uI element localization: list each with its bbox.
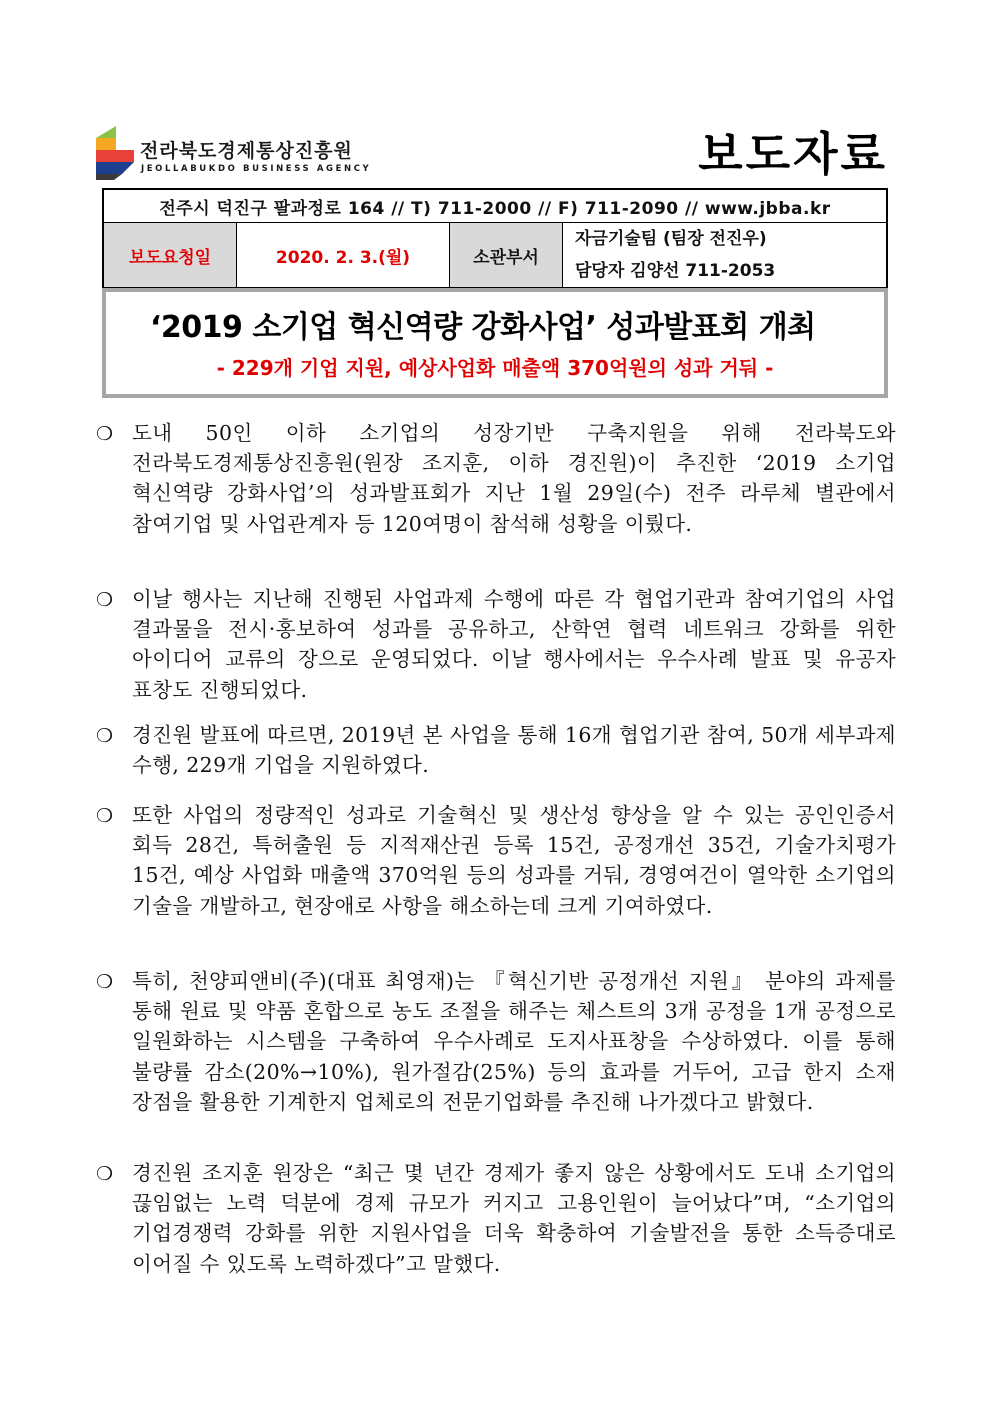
headline-box (102, 288, 888, 398)
department-team: 자금기술팀 (팀장 전진우) (563, 223, 888, 256)
bullet-circle-icon: ❍ (96, 725, 114, 747)
body-paragraph-6 (96, 1158, 896, 1279)
body-paragraph-3 (96, 720, 896, 780)
paragraph-text: 경진원 발표에 따르면, 2019년 본 사업을 통해 16개 협업기관 참여, 50개 세부과제 수행, 229개 기업을 지원하였다. (132, 723, 896, 778)
department-contact: 담당자 김양선 711-2053 (563, 255, 888, 288)
document-type-title: 보도자료 (698, 127, 888, 181)
paragraph-text: 이날 행사는 지난해 진행된 사업과제 수행에 따른 각 협업기관과 참여기업의 사업 결과물을 전시·홍보하여 성과를 공유하고, 산학연 협력 네트워크 강화를 위한 아이디어 교류의 장으로 운영되었다. 이날 행사에서는 우수사례 발표 및 유공자 표창도 진행되었다. (132, 587, 896, 702)
bullet-circle-icon: ❍ (96, 423, 114, 445)
agency-logo-mark-icon (94, 124, 138, 182)
bullet-circle-icon: ❍ (96, 1163, 114, 1185)
body-paragraph-1 (96, 418, 896, 539)
request-date-value: 2020. 2. 3.(월) (237, 223, 450, 289)
agency-logo (94, 124, 394, 184)
paragraph-text: 또한 사업의 정량적인 성과로 기술혁신 및 생산성 향상을 알 수 있는 공인인증서 회득 28건, 특허출원 등 지적재산권 등록 15건, 공정개선 35건, 기술가치평가 15건, 예상 사업화 매출액 370억원 등의 성과를 거둬, 경영여건이 열악한 소기업의 기술을 개발하고, 현장애로 사항을 해소하는데 크게 기여하였다. (132, 803, 896, 918)
agency-name-ko: 전라북도경제통상진흥원 (140, 140, 353, 162)
request-date-label: 보도요청일 (103, 223, 237, 289)
paragraph-text: 도내 50인 이하 소기업의 성장기반 구축지원을 위해 전라북도와 전라북도경제통상진흥원(원장 조지훈, 이하 경진원)이 추진한 ‘2019 소기업 혁신역량 강화사업’의 성과발표회가 지난 1월 29일(수) 전주 라루체 별관에서 참여기업 및 사업관계자 등 120여명이 참석해 성황을 이뤘다. (132, 421, 896, 536)
department-label: 소관부서 (450, 223, 563, 289)
address-line: 전주시 덕진구 팔과정로 164 // T) 711-2000 // F) 711-2090 // www.jbba.kr (103, 189, 887, 223)
bullet-circle-icon: ❍ (96, 805, 114, 827)
headline-subtitle: - 229개 기업 지원, 예상사업화 매출액 370억원의 성과 거둬 - (216, 356, 774, 380)
body-paragraph-5 (96, 966, 896, 1117)
bullet-circle-icon: ❍ (96, 589, 114, 611)
body-paragraph-2 (96, 584, 896, 705)
press-info-table (102, 188, 888, 289)
paragraph-text: 경진원 조지훈 원장은 “최근 몇 년간 경제가 좋지 않은 상황에서도 도내 소기업의 끊임없는 노력 덕분에 경제 규모가 커지고 고용인원이 늘어났다”며, “소기업의 기업경쟁력 강화를 위한 지원사업을 더욱 확충하여 기술발전을 통한 소득증대로 이어질 수 있도록 노력하겠다”고 말했다. (132, 1161, 896, 1276)
headline-title: ‘2019 소기업 혁신역량 강화사업’ 성과발표회 개최 (150, 310, 816, 345)
paragraph-text: 특히, 천양피앤비(주)(대표 최영재)는 『혁신기반 공정개선 지원』 분야의 과제를 통해 원료 및 약품 혼합으로 농도 조절을 해주는 체스트의 3개 공정을 1개 공정으로 일원화하는 시스템을 구축하여 우수사례로 도지사표창을 수상하였다. 이를 통해 불량률 감소(20%→10%), 원가절감(25%) 등의 효과를 거두어, 고급 한지 소재 장점을 활용한 기계한지 업체로의 전문기업화를 추진해 나가겠다고 밝혔다. (132, 969, 896, 1114)
bullet-circle-icon: ❍ (96, 971, 114, 993)
body-paragraph-4 (96, 800, 896, 921)
agency-name-en: JEOLLABUKDO BUSINESS AGENCY (141, 164, 372, 174)
